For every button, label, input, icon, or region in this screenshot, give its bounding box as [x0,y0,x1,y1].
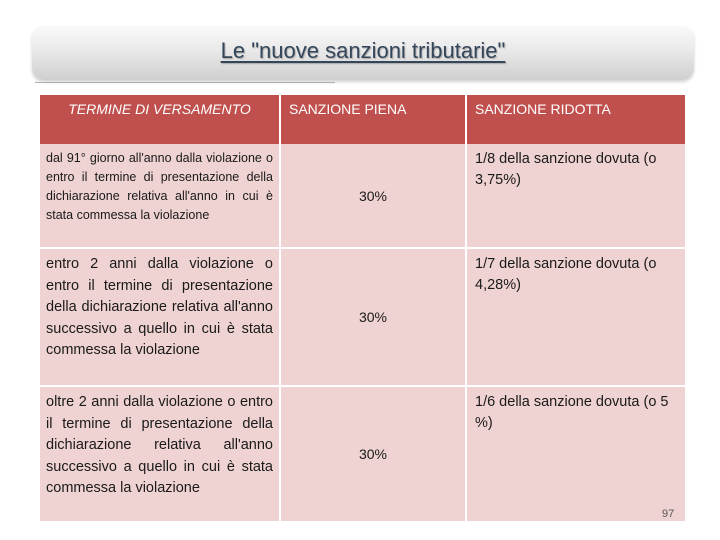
ridotta-cell: 1/7 della sanzione dovuta (o 4,28%) [466,248,686,386]
page-number: 97 [662,508,675,520]
title-banner [32,26,694,80]
ridotta-cell: 1/8 della sanzione dovuta (o 3,75%) [466,144,686,248]
header-sanzione-ridotta: SANZIONE RIDOTTA [466,95,686,144]
slide-title: Le "nuove sanzioni tributarie" [220,38,506,63]
table-header-row [40,95,686,144]
header-sanzione-piena: SANZIONE PIENA [280,95,466,144]
term-cell: entro 2 anni dalla violazione o entro il termine di presentazione della dichiarazione relativa all'anno successivo a quello in cui è stata commessa la violazione [40,248,280,386]
piena-cell: 30% [280,144,466,248]
piena-cell: 30% [280,248,466,386]
table-row [40,144,686,248]
ridotta-cell: 1/6 della sanzione dovuta (o 5 %) [466,386,686,522]
table-row [40,386,686,522]
piena-cell: 30% [280,386,466,522]
term-cell: oltre 2 anni dalla violazione o entro il termine di presentazione della dichiarazione relativa all'anno successivo a quello in cui è stata commessa la violazione [40,386,280,522]
sanctions-table [40,95,687,523]
term-cell: dal 91° giorno all'anno dalla violazione o entro il termine di presentazione della dichiarazione relativa all'anno in cui è stata commessa la violazione [40,144,280,248]
header-termine-versamento: TERMINE DI VERSAMENTO [40,95,280,144]
title-divider [35,82,335,83]
table-row [40,248,686,386]
